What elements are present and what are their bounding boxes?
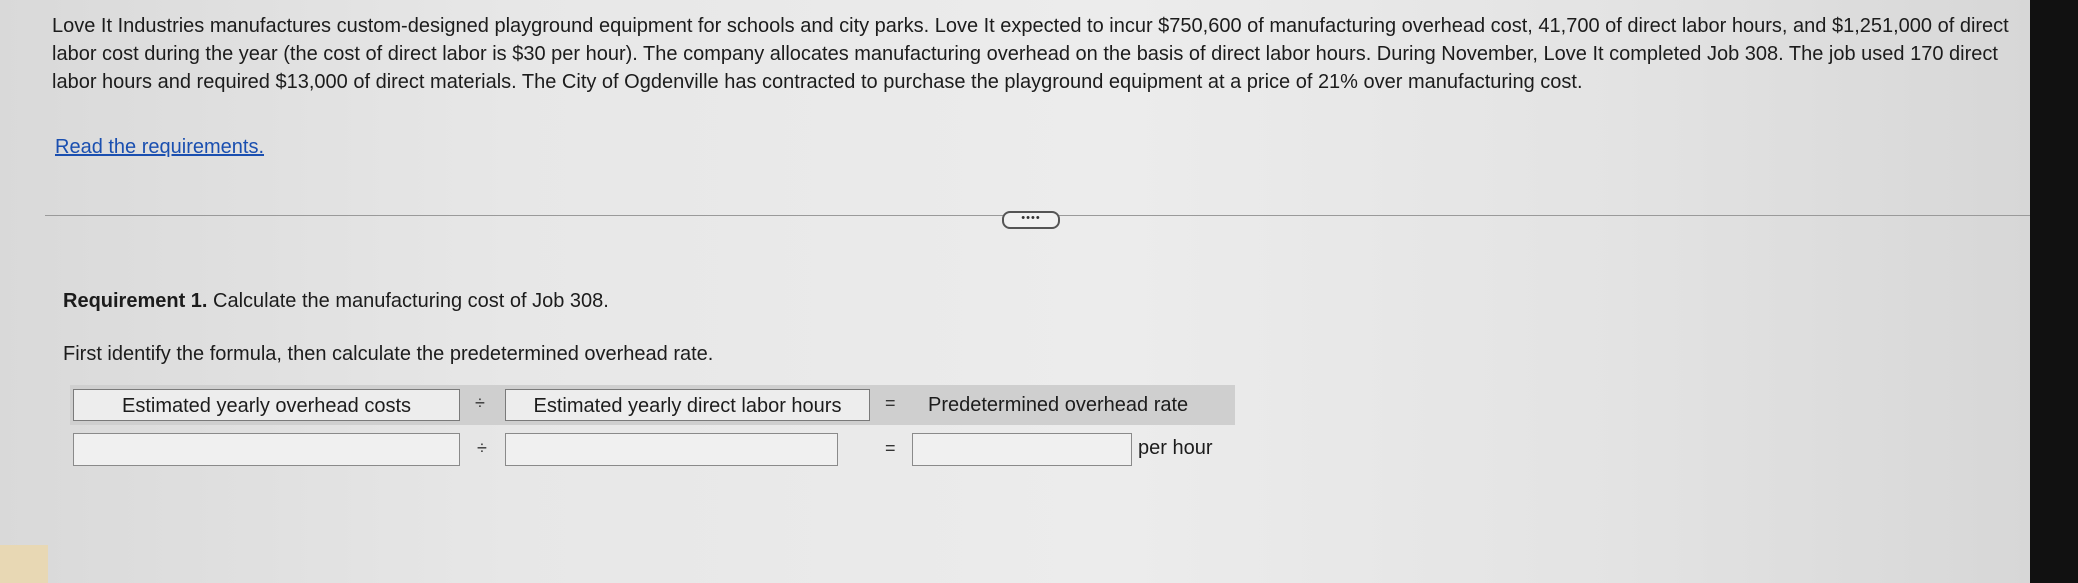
- screen-edge: [2030, 0, 2078, 583]
- per-hour-unit: per hour: [1138, 437, 1213, 459]
- problem-statement: Love It Industries manufactures custom-designed playground equipment for schools and city parks. Love It expected to incur $750,600 of manufacturing overhead cost, 41,700 of direct labor hours, and $1,251,000 of direct labor cost during the year (the cost of direct labor is $30 per hour). The company allocates manufacturing overhead on the basis of direct labor hours. During November, Love It completed Job 308. The job used 170 direct labor hours and required $13,000 of direct materials. The City of Ogdenville has contracted to purchase the playground equipment at a price of 21% over manufacturing cost.: [52, 15, 2009, 93]
- corner-tint: [0, 545, 48, 583]
- requirement-number: Requirement 1.: [63, 290, 208, 312]
- overhead-rate-input[interactable]: [912, 433, 1132, 466]
- equals-symbol: =: [885, 393, 896, 413]
- equals-symbol-2: =: [885, 438, 896, 458]
- overhead-costs-input[interactable]: [73, 433, 460, 466]
- divide-symbol: ÷: [475, 393, 485, 413]
- read-requirements-link[interactable]: Read the requirements.: [55, 136, 265, 158]
- more-options-button[interactable]: ••••: [1002, 211, 1060, 229]
- requirement-text: Calculate the manufacturing cost of Job 308.: [207, 290, 609, 312]
- numerator-label-select[interactable]: Estimated yearly overhead costs: [73, 389, 460, 421]
- denominator-label-select[interactable]: Estimated yearly direct labor hours: [505, 389, 870, 421]
- result-label: Predetermined overhead rate: [928, 394, 1189, 416]
- instruction-text: First identify the formula, then calculate the predetermined overhead rate.: [63, 343, 714, 365]
- requirement-heading: [63, 290, 609, 313]
- divide-symbol-2: ÷: [477, 438, 487, 458]
- labor-hours-input[interactable]: [505, 433, 838, 466]
